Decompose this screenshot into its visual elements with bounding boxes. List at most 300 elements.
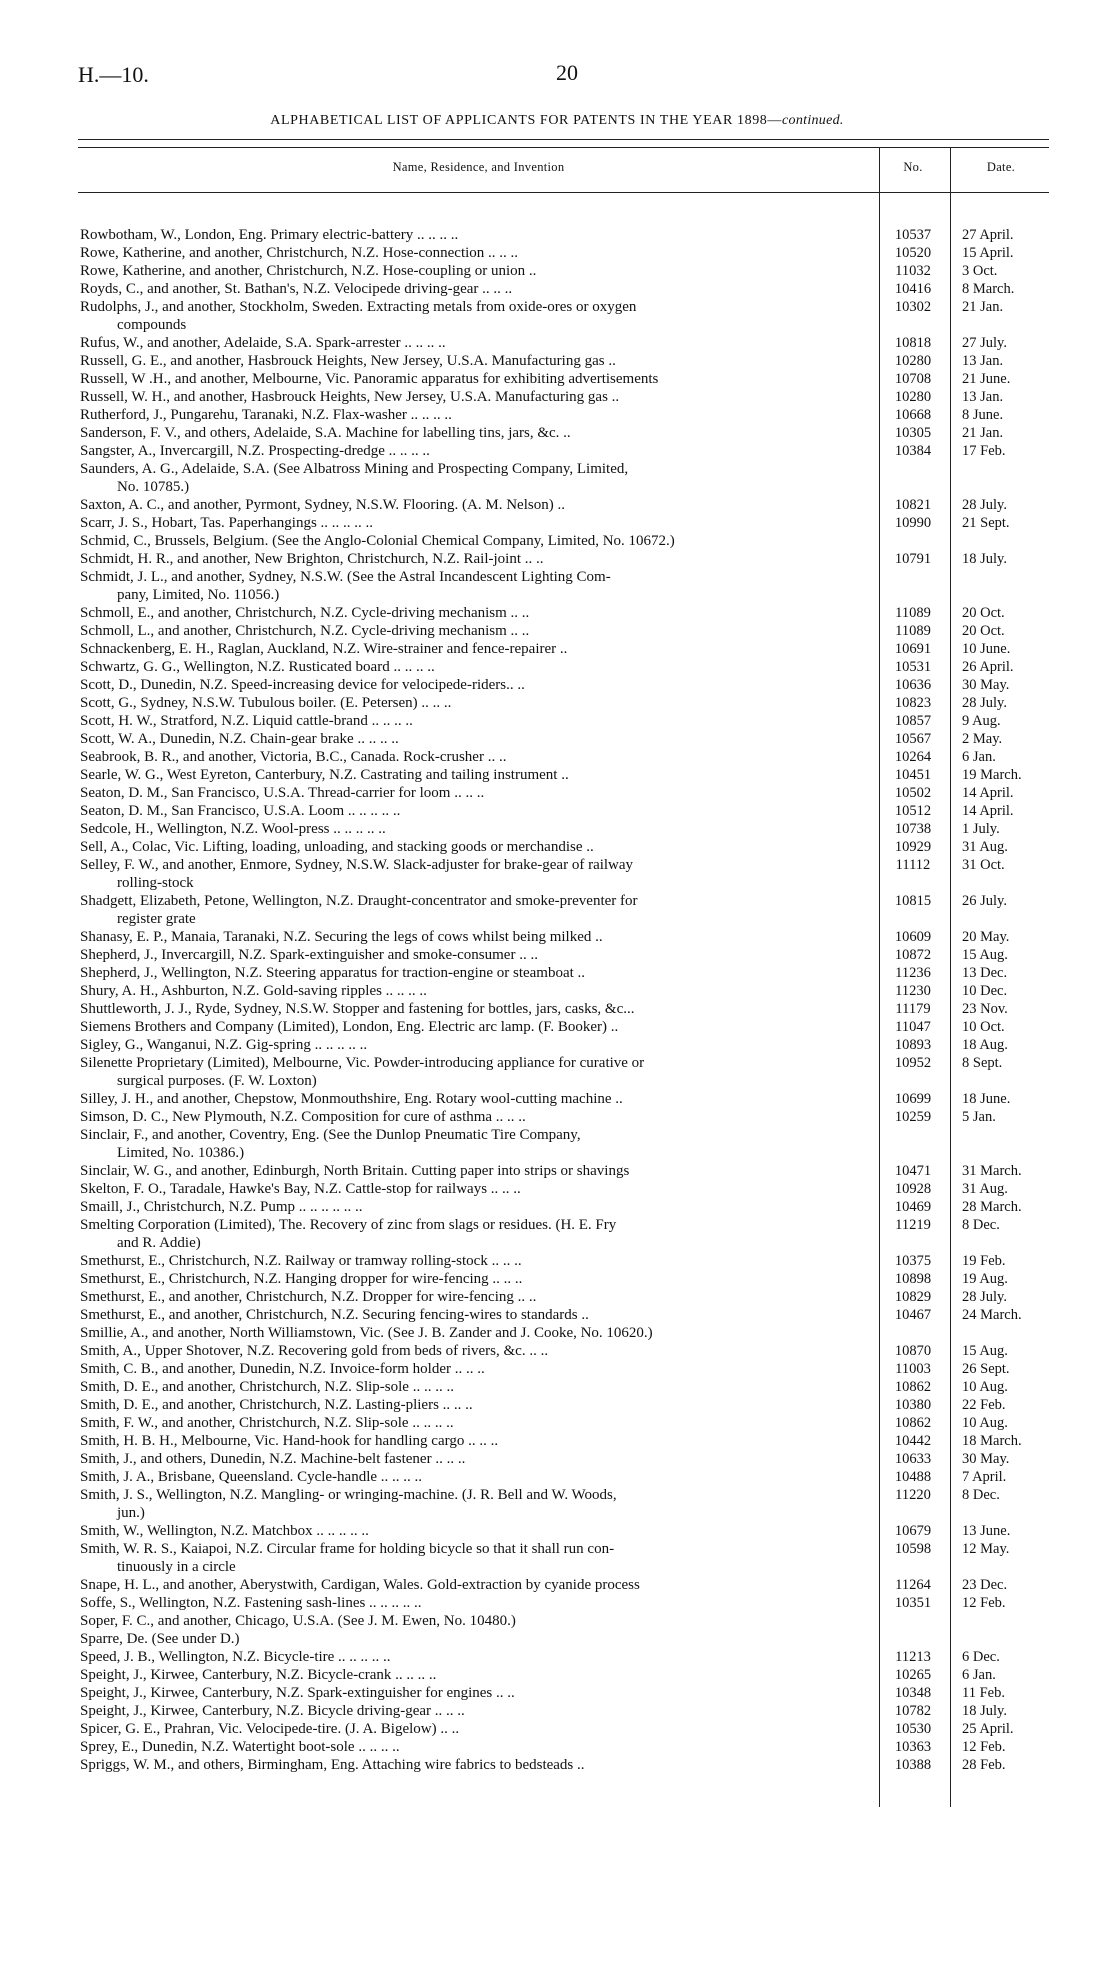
patent-date: 27 April. (962, 227, 1014, 243)
title-rule (78, 139, 1049, 140)
patent-number: 10265 (894, 1667, 932, 1683)
entry-text-continued: rolling-stock (117, 875, 194, 891)
page-number: 20 (556, 60, 578, 85)
patent-date: 12 Feb. (962, 1739, 1006, 1755)
applicant-entry (0, 838, 1114, 856)
patent-date: 21 Sept. (962, 515, 1010, 531)
entry-text: Scarr, J. S., Hobart, Tas. Paperhangings .. .. .. .. .. (80, 515, 374, 531)
patent-number: 10531 (894, 659, 932, 675)
applicant-entry (0, 442, 1114, 460)
entry-text: Smith, J., and others, Dunedin, N.Z. Machine-belt fastener .. .. .. (80, 1451, 466, 1467)
patent-number: 10259 (894, 1109, 932, 1125)
applicant-entry (0, 388, 1114, 406)
patent-number: 10380 (894, 1397, 932, 1413)
patent-number: 10791 (894, 551, 932, 567)
entry-text: Shuttleworth, J. J., Ryde, Sydney, N.S.W. Stopper and fastening for bottles, jars, casks, &c... (80, 1001, 635, 1017)
patent-date: 10 Oct. (962, 1019, 1005, 1035)
patent-date: 18 June. (962, 1091, 1011, 1107)
patent-date: 28 July. (962, 1289, 1007, 1305)
applicant-entry (0, 406, 1114, 424)
patent-number: 10928 (894, 1181, 932, 1197)
applicant-entry (0, 1126, 1114, 1162)
applicant-entry (0, 1054, 1114, 1090)
applicant-entry (0, 676, 1114, 694)
applicant-entry (0, 568, 1114, 604)
patent-date: 17 Feb. (962, 443, 1006, 459)
entry-text: Soper, F. C., and another, Chicago, U.S.A. (See J. M. Ewen, No. 10480.) (80, 1613, 516, 1629)
patent-number: 10929 (894, 839, 932, 855)
applicant-list (0, 226, 1114, 1774)
applicant-entry (0, 1324, 1114, 1342)
entry-text: Smith, W., Wellington, N.Z. Matchbox .. .. .. .. .. (80, 1523, 369, 1539)
patent-number: 10442 (894, 1433, 932, 1449)
applicant-entry (0, 1486, 1114, 1522)
entry-text: Speight, J., Kirwee, Canterbury, N.Z. Spark-extinguisher for engines .. .. (80, 1685, 515, 1701)
patent-number: 10512 (894, 803, 932, 819)
patent-number: 10668 (894, 407, 932, 423)
patent-number: 10384 (894, 443, 932, 459)
patent-number: 10990 (894, 515, 932, 531)
applicant-entry (0, 1468, 1114, 1486)
patent-date: 28 July. (962, 695, 1007, 711)
patent-date: 5 Jan. (962, 1109, 996, 1125)
applicant-entry (0, 1630, 1114, 1648)
patent-number: 11032 (895, 263, 931, 279)
entry-text: Schwartz, G. G., Wellington, N.Z. Rusticated board .. .. .. .. (80, 659, 435, 675)
entry-text: Smith, H. B. H., Melbourne, Vic. Hand-hook for handling cargo .. .. .. (80, 1433, 499, 1449)
entry-text: Smith, J. A., Brisbane, Queensland. Cycle-handle .. .. .. .. (80, 1469, 423, 1485)
patent-date: 7 April. (962, 1469, 1007, 1485)
entry-text: Selley, F. W., and another, Enmore, Sydney, N.S.W. Slack-adjuster for brake-gear of railway (80, 857, 634, 873)
entry-text: Seaton, D. M., San Francisco, U.S.A. Thread-carrier for loom .. .. .. (80, 785, 485, 801)
entry-text: Schmidt, H. R., and another, New Brighton, Christchurch, N.Z. Rail-joint .. .. (80, 551, 544, 567)
patent-number: 10375 (894, 1253, 932, 1269)
patent-number: 10264 (894, 749, 932, 765)
patent-date: 30 May. (962, 1451, 1010, 1467)
entry-text: Smith, D. E., and another, Christchurch, N.Z. Lasting-pliers .. .. .. (80, 1397, 473, 1413)
applicant-entry (0, 1180, 1114, 1198)
entry-text: Schmid, C., Brussels, Belgium. (See the Anglo-Colonial Chemical Company, Limited, No. 10672.) (80, 533, 675, 549)
applicant-entry (0, 640, 1114, 658)
patent-number: 10451 (894, 767, 932, 783)
patent-date: 8 Dec. (962, 1217, 1000, 1233)
applicant-entry (0, 658, 1114, 676)
entry-text: Schnackenberg, E. H., Raglan, Auckland, N.Z. Wire-strainer and fence-repairer .. (80, 641, 568, 657)
entry-text: Russell, W .H., and another, Melbourne, Vic. Panoramic apparatus for exhibiting advertisements (80, 371, 659, 387)
applicant-entry (0, 820, 1114, 838)
applicant-entry (0, 1252, 1114, 1270)
applicant-entry (0, 1594, 1114, 1612)
entry-text: Saxton, A. C., and another, Pyrmont, Sydney, N.S.W. Flooring. (A. M. Nelson) .. (80, 497, 565, 513)
patent-number: 11213 (895, 1649, 931, 1665)
applicant-entry (0, 748, 1114, 766)
patent-number: 10691 (894, 641, 932, 657)
entry-text: Smelting Corporation (Limited), The. Recovery of zinc from slags or residues. (H. E. Fry (80, 1217, 617, 1233)
patent-date: 10 Dec. (962, 983, 1008, 999)
patent-date: 15 Aug. (962, 947, 1008, 963)
applicant-entry (0, 1540, 1114, 1576)
patent-number: 11219 (895, 1217, 931, 1233)
applicant-entry (0, 856, 1114, 892)
patent-date: 31 Aug. (962, 839, 1008, 855)
entry-text: Smith, C. B., and another, Dunedin, N.Z. Invoice-form holder .. .. .. (80, 1361, 485, 1377)
entry-text: Sell, A., Colac, Vic. Lifting, loading, unloading, and stacking goods or merchandise .. (80, 839, 594, 855)
patent-date: 8 March. (962, 281, 1015, 297)
patent-number: 11230 (895, 983, 931, 999)
patent-number: 11220 (895, 1487, 931, 1503)
applicant-entry (0, 352, 1114, 370)
entry-text: Royds, C., and another, St. Bathan's, N.Z. Velocipede driving-gear .. .. .. (80, 281, 513, 297)
entry-text-continued: jun.) (117, 1505, 145, 1521)
applicant-entry (0, 1198, 1114, 1216)
patent-number: 11264 (895, 1577, 931, 1593)
entry-text-continued: register grate (117, 911, 196, 927)
patent-number: 10388 (894, 1757, 932, 1773)
applicant-entry (0, 1738, 1114, 1756)
entry-text: Sparre, De. (See under D.) (80, 1631, 240, 1647)
patent-date: 28 Feb. (962, 1757, 1006, 1773)
entry-text: Sedcole, H., Wellington, N.Z. Wool-press .. .. .. .. .. (80, 821, 386, 837)
patent-number: 10898 (894, 1271, 932, 1287)
patent-date: 18 March. (962, 1433, 1022, 1449)
entry-text: Smith, A., Upper Shotover, N.Z. Recovering gold from beds of rivers, &c. .. .. (80, 1343, 549, 1359)
patent-number: 10567 (894, 731, 932, 747)
entry-text: Spriggs, W. M., and others, Birmingham, Eng. Attaching wire fabrics to bedsteads .. (80, 1757, 585, 1773)
applicant-entry (0, 946, 1114, 964)
applicant-entry (0, 622, 1114, 640)
entry-text: Sinclair, F., and another, Coventry, Eng. (See the Dunlop Pneumatic Tire Company, (80, 1127, 581, 1143)
applicant-entry (0, 1720, 1114, 1738)
entry-text: Smith, F. W., and another, Christchurch, N.Z. Slip-sole .. .. .. .. (80, 1415, 454, 1431)
document-reference: H.—10. (78, 62, 149, 87)
column-header-no: No. (903, 160, 923, 174)
applicant-entry (0, 226, 1114, 244)
entry-text-continued: tinuously in a circle (117, 1559, 236, 1575)
patent-date: 15 April. (962, 245, 1014, 261)
patent-number: 10821 (894, 497, 932, 513)
applicant-entry (0, 1684, 1114, 1702)
entry-text-continued: Limited, No. 10386.) (117, 1145, 245, 1161)
patent-number: 10363 (894, 1739, 932, 1755)
entry-text: Speed, J. B., Wellington, N.Z. Bicycle-tire .. .. .. .. .. (80, 1649, 391, 1665)
column-header-name: Name, Residence, and Invention (392, 160, 565, 174)
patent-date: 20 Oct. (962, 605, 1005, 621)
applicant-entry (0, 1360, 1114, 1378)
applicant-entry (0, 514, 1114, 532)
patent-date: 22 Feb. (962, 1397, 1006, 1413)
patent-number: 10520 (894, 245, 932, 261)
entry-text: Sangster, A., Invercargill, N.Z. Prospecting-dredge .. .. .. .. (80, 443, 430, 459)
entry-text: Schmidt, J. L., and another, Sydney, N.S.W. (See the Astral Incandescent Lighting Com- (80, 569, 611, 585)
patent-number: 11089 (895, 605, 931, 621)
applicant-entry (0, 604, 1114, 622)
patent-date: 31 March. (962, 1163, 1022, 1179)
patent-number: 11047 (895, 1019, 931, 1035)
applicant-entry (0, 1432, 1114, 1450)
patent-date: 20 May. (962, 929, 1010, 945)
entry-text-continued: compounds (117, 317, 187, 333)
entry-text: Skelton, F. O., Taradale, Hawke's Bay, N.Z. Cattle-stop for railways .. .. .. (80, 1181, 521, 1197)
patent-number: 10815 (894, 893, 932, 909)
patent-number: 10471 (894, 1163, 932, 1179)
applicant-entry (0, 730, 1114, 748)
applicant-entry (0, 1756, 1114, 1774)
patent-date: 10 June. (962, 641, 1011, 657)
applicant-entry (0, 532, 1114, 550)
patent-number: 10636 (894, 677, 932, 693)
applicant-entry (0, 1288, 1114, 1306)
applicant-entry (0, 964, 1114, 982)
patent-date: 19 Feb. (962, 1253, 1006, 1269)
patent-date: 8 Dec. (962, 1487, 1000, 1503)
patent-date: 21 June. (962, 371, 1011, 387)
entry-text: Scott, W. A., Dunedin, N.Z. Chain-gear brake .. .. .. .. (80, 731, 399, 747)
entry-text: Rowe, Katherine, and another, Christchurch, N.Z. Hose-coupling or union .. (80, 263, 537, 279)
patent-number: 10738 (894, 821, 932, 837)
entry-text: Silenette Proprietary (Limited), Melbourne, Vic. Powder-introducing appliance for curative or (80, 1055, 645, 1071)
entry-text: Siemens Brothers and Company (Limited), London, Eng. Electric arc lamp. (F. Booker) .. (80, 1019, 619, 1035)
applicant-entry (0, 1522, 1114, 1540)
patent-date: 2 May. (962, 731, 1003, 747)
entry-text: Seabrook, B. R., and another, Victoria, B.C., Canada. Rock-crusher .. .. (80, 749, 507, 765)
patent-number: 10862 (894, 1415, 932, 1431)
patent-number: 10598 (894, 1541, 932, 1557)
applicant-entry (0, 982, 1114, 1000)
entry-text: Smethurst, E., and another, Christchurch, N.Z. Dropper for wire-fencing .. .. (80, 1289, 537, 1305)
entry-text: Smethurst, E., and another, Christchurch, N.Z. Securing fencing-wires to standards .. (80, 1307, 589, 1323)
entry-text: Spicer, G. E., Prahran, Vic. Velocipede-tire. (J. A. Bigelow) .. .. (80, 1721, 460, 1737)
patent-number: 10305 (894, 425, 932, 441)
entry-text: Scott, H. W., Stratford, N.Z. Liquid cattle-brand .. .. .. .. (80, 713, 413, 729)
patent-date: 18 July. (962, 551, 1007, 567)
patent-number: 11003 (895, 1361, 931, 1377)
patent-date: 20 Oct. (962, 623, 1005, 639)
entry-text: Russell, W. H., and another, Hasbrouck Heights, New Jersey, U.S.A. Manufacturing gas .. (80, 389, 620, 405)
patent-date: 10 Aug. (962, 1379, 1008, 1395)
entry-text: Smith, D. E., and another, Christchurch, N.Z. Slip-sole .. .. .. .. (80, 1379, 454, 1395)
applicant-entry (0, 1270, 1114, 1288)
patent-date: 26 April. (962, 659, 1014, 675)
patent-date: 28 March. (962, 1199, 1022, 1215)
header-bottom-rule (78, 192, 1049, 193)
applicant-entry (0, 1396, 1114, 1414)
applicant-entry (0, 298, 1114, 334)
entry-text: Rowbotham, W., London, Eng. Primary electric-battery .. .. .. .. (80, 227, 459, 243)
patent-number: 10952 (894, 1055, 932, 1071)
header-top-rule (78, 147, 1049, 148)
applicant-entry (0, 1108, 1114, 1126)
patent-date: 9 Aug. (962, 713, 1001, 729)
page-title: ALPHABETICAL LIST OF APPLICANTS FOR PATENTS IN THE YEAR 1898—continued. (270, 113, 844, 128)
entry-text: Shadgett, Elizabeth, Petone, Wellington, N.Z. Draught-concentrator and smoke-preventer for (80, 893, 638, 909)
applicant-entry (0, 244, 1114, 262)
patent-date: 13 Jan. (962, 389, 1004, 405)
applicant-entry (0, 1000, 1114, 1018)
entry-text: Scott, G., Sydney, N.S.W. Tubulous boiler. (E. Petersen) .. .. .. (80, 695, 452, 711)
patent-date: 15 Aug. (962, 1343, 1008, 1359)
entry-text: Sigley, G., Wanganui, N.Z. Gig-spring .. .. .. .. .. (80, 1037, 368, 1053)
entry-text: Saunders, A. G., Adelaide, S.A. (See Albatross Mining and Prospecting Company, Limited, (80, 461, 629, 477)
patent-number: 10829 (894, 1289, 932, 1305)
entry-text: Simson, D. C., New Plymouth, N.Z. Composition for cure of asthma .. .. .. (80, 1109, 526, 1125)
patent-date: 31 Oct. (962, 857, 1005, 873)
entry-text: Rudolphs, J., and another, Stockholm, Sweden. Extracting metals from oxide-ores or oxygen (80, 299, 637, 315)
patent-date: 23 Dec. (962, 1577, 1008, 1593)
patent-date: 21 Jan. (962, 425, 1004, 441)
applicant-entry (0, 1378, 1114, 1396)
entry-text: Speight, J., Kirwee, Canterbury, N.Z. Bicycle-crank .. .. .. .. (80, 1667, 437, 1683)
patent-date: 23 Nov. (962, 1001, 1008, 1017)
patent-number: 10609 (894, 929, 932, 945)
entry-text: Speight, J., Kirwee, Canterbury, N.Z. Bicycle driving-gear .. .. .. (80, 1703, 465, 1719)
entry-text: Smethurst, E., Christchurch, N.Z. Hanging dropper for wire-fencing .. .. .. (80, 1271, 523, 1287)
entry-text: Seaton, D. M., San Francisco, U.S.A. Loom .. .. .. .. .. (80, 803, 401, 819)
patent-number: 10782 (894, 1703, 932, 1719)
entry-text-continued: and R. Addie) (117, 1235, 201, 1251)
patent-date: 19 Aug. (962, 1271, 1008, 1287)
applicant-entry (0, 460, 1114, 496)
patent-number: 10502 (894, 785, 932, 801)
patent-date: 18 July. (962, 1703, 1007, 1719)
patent-number: 10280 (894, 353, 932, 369)
patent-date: 14 April. (962, 785, 1014, 801)
applicant-entry (0, 1612, 1114, 1630)
applicant-entry (0, 262, 1114, 280)
entry-text: Rufus, W., and another, Adelaide, S.A. Spark-arrester .. .. .. .. (80, 335, 446, 351)
applicant-entry (0, 496, 1114, 514)
patent-number: 10708 (894, 371, 932, 387)
entry-text: Schmoll, L., and another, Christchurch, N.Z. Cycle-driving mechanism .. .. (80, 623, 530, 639)
patent-number: 10467 (894, 1307, 932, 1323)
patent-number: 10870 (894, 1343, 932, 1359)
patent-number: 10679 (894, 1523, 932, 1539)
patent-number: 10862 (894, 1379, 932, 1395)
entry-text: Sprey, E., Dunedin, N.Z. Watertight boot-sole .. .. .. .. (80, 1739, 400, 1755)
patent-date: 13 Dec. (962, 965, 1008, 981)
patent-date: 6 Jan. (962, 1667, 996, 1683)
patent-date: 24 March. (962, 1307, 1022, 1323)
entry-text: Soffe, S., Wellington, N.Z. Fastening sash-lines .. .. .. .. .. (80, 1595, 422, 1611)
applicant-entry (0, 280, 1114, 298)
entry-text: Smith, W. R. S., Kaiapoi, N.Z. Circular frame for holding bicycle so that it shall run con- (80, 1541, 615, 1557)
applicant-entry (0, 1450, 1114, 1468)
entry-text: Searle, W. G., West Eyreton, Canterbury, N.Z. Castrating and tailing instrument .. (80, 767, 569, 783)
applicant-entry (0, 424, 1114, 442)
patent-number: 10537 (894, 227, 932, 243)
patent-date: 3 Oct. (962, 263, 998, 279)
applicant-entry (0, 712, 1114, 730)
patent-number: 10280 (894, 389, 932, 405)
patent-number: 10469 (894, 1199, 932, 1215)
patent-date: 6 Dec. (962, 1649, 1000, 1665)
patent-date: 27 July. (962, 335, 1007, 351)
patent-date: 30 May. (962, 677, 1010, 693)
entry-text: Silley, J. H., and another, Chepstow, Monmouthshire, Eng. Rotary wool-cutting machine .. (80, 1091, 623, 1107)
applicant-entry (0, 1306, 1114, 1324)
entry-text: Shepherd, J., Wellington, N.Z. Steering apparatus for traction-engine or steamboat .. (80, 965, 586, 981)
patent-number: 10857 (894, 713, 932, 729)
entry-text: Shury, A. H., Ashburton, N.Z. Gold-saving ripples .. .. .. .. (80, 983, 427, 999)
applicant-entry (0, 694, 1114, 712)
applicant-entry (0, 334, 1114, 352)
patent-date: 26 Sept. (962, 1361, 1010, 1377)
patent-date: 8 Sept. (962, 1055, 1003, 1071)
applicant-entry (0, 784, 1114, 802)
patent-number: 10872 (894, 947, 932, 963)
patent-number: 10416 (894, 281, 932, 297)
patent-date: 11 Feb. (962, 1685, 1005, 1701)
applicant-entry (0, 550, 1114, 568)
applicant-entry (0, 1666, 1114, 1684)
applicant-entry (0, 1576, 1114, 1594)
patent-date: 10 Aug. (962, 1415, 1008, 1431)
applicant-entry (0, 1090, 1114, 1108)
applicant-entry (0, 370, 1114, 388)
entry-text: Schmoll, E., and another, Christchurch, N.Z. Cycle-driving mechanism .. .. (80, 605, 530, 621)
patent-date: 25 April. (962, 1721, 1014, 1737)
entry-text: Sinclair, W. G., and another, Edinburgh, North Britain. Cutting paper into strips or shavings (80, 1163, 630, 1179)
entry-text-continued: No. 10785.) (117, 479, 190, 495)
patent-number: 10351 (894, 1595, 932, 1611)
applicant-entry (0, 1702, 1114, 1720)
patent-number: 10633 (894, 1451, 932, 1467)
patent-number: 10818 (894, 335, 932, 351)
patent-number: 11236 (895, 965, 931, 981)
patent-number: 10699 (894, 1091, 932, 1107)
entry-text: Rutherford, J., Pungarehu, Taranaki, N.Z. Flax-washer .. .. .. .. (80, 407, 452, 423)
column-header-date: Date. (986, 160, 1016, 174)
applicant-entry (0, 802, 1114, 820)
entry-text: Smethurst, E., Christchurch, N.Z. Railway or tramway rolling-stock .. .. .. (80, 1253, 522, 1269)
entry-text: Russell, G. E., and another, Hasbrouck Heights, New Jersey, U.S.A. Manufacturing gas .. (80, 353, 616, 369)
patent-number: 10893 (894, 1037, 932, 1053)
patent-date: 18 Aug. (962, 1037, 1008, 1053)
entry-text: Rowe, Katherine, and another, Christchurch, N.Z. Hose-connection .. .. .. (80, 245, 519, 261)
patent-date: 12 May. (962, 1541, 1010, 1557)
patent-date: 1 July. (962, 821, 1000, 837)
patent-date: 21 Jan. (962, 299, 1004, 315)
patent-date: 31 Aug. (962, 1181, 1008, 1197)
entry-text: Smaill, J., Christchurch, N.Z. Pump .. .. .. .. .. .. (80, 1199, 363, 1215)
applicant-entry (0, 892, 1114, 928)
patent-date: 14 April. (962, 803, 1014, 819)
applicant-entry (0, 1018, 1114, 1036)
patent-number: 10530 (894, 1721, 932, 1737)
patent-date: 13 June. (962, 1523, 1011, 1539)
entry-text: Shanasy, E. P., Manaia, Taranaki, N.Z. Securing the legs of cows whilst being milked .. (80, 929, 603, 945)
patent-date: 28 July. (962, 497, 1007, 513)
applicant-entry (0, 1036, 1114, 1054)
applicant-entry (0, 1162, 1114, 1180)
patent-date: 12 Feb. (962, 1595, 1006, 1611)
applicant-entry (0, 928, 1114, 946)
patent-number: 10823 (894, 695, 932, 711)
entry-text: Smillie, A., and another, North Williamstown, Vic. (See J. B. Zander and J. Cooke, No. 10620.) (80, 1325, 653, 1341)
patent-date: 8 June. (962, 407, 1004, 423)
applicant-entry (0, 1648, 1114, 1666)
entry-text: Scott, D., Dunedin, N.Z. Speed-increasing device for velocipede-riders.. .. (80, 677, 525, 693)
patent-number: 11089 (895, 623, 931, 639)
patent-date: 19 March. (962, 767, 1022, 783)
patent-date: 13 Jan. (962, 353, 1004, 369)
entry-text-continued: pany, Limited, No. 11056.) (117, 587, 280, 603)
entry-text: Sanderson, F. V., and others, Adelaide, S.A. Machine for labelling tins, jars, &c. .. (80, 425, 571, 441)
entry-text: Shepherd, J., Invercargill, N.Z. Spark-extinguisher and smoke-consumer .. .. (80, 947, 538, 963)
patent-number: 10348 (894, 1685, 932, 1701)
patent-number: 10488 (894, 1469, 932, 1485)
entry-text: Smith, J. S., Wellington, N.Z. Mangling- or wringing-machine. (J. R. Bell and W. Woods, (80, 1487, 617, 1503)
patent-number: 11112 (895, 857, 931, 873)
